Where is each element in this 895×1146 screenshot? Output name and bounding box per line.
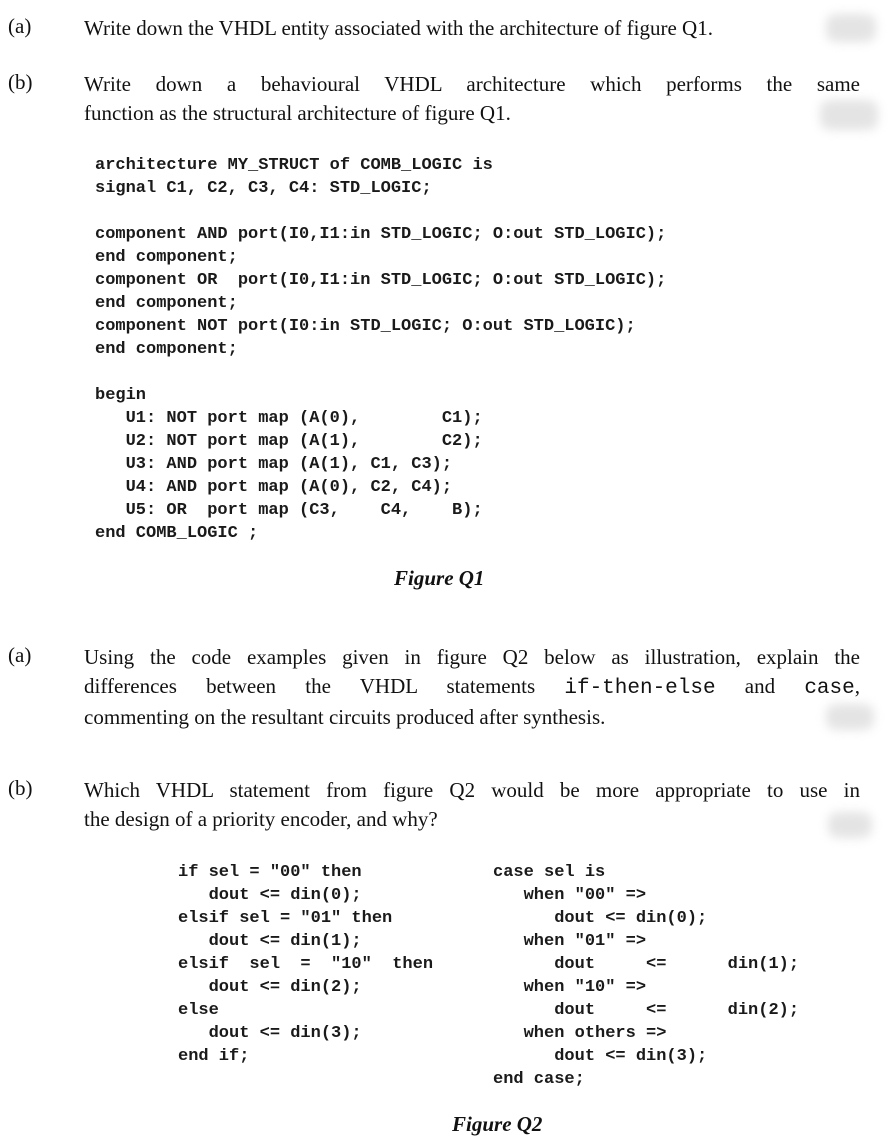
question-text: Write down the VHDL entity associated with the architecture of figure Q1. <box>84 16 713 40</box>
code-line: U4: AND port map (A(0), C2, C4); <box>95 478 453 497</box>
code-line: dout <= din(3); <box>178 1024 362 1043</box>
code-line <box>95 361 666 384</box>
code-line: end component; <box>95 340 238 359</box>
question-line: commenting on the resultant circuits produced after synthesis. <box>84 705 606 729</box>
code-line: end if; <box>178 1047 250 1066</box>
scan-smudge <box>820 100 878 130</box>
code-line: if sel = "00" then <box>178 863 362 882</box>
figure-q2-caption: Figure Q2 <box>452 1112 543 1136</box>
figure-q2-case-code <box>493 861 799 1091</box>
code-line: signal C1, C2, C3, C4: STD_LOGIC; <box>95 179 432 198</box>
code-line: U5: OR port map (C3, C4, B); <box>95 501 483 520</box>
code-line: component AND port(I0,I1:in STD_LOGIC; O:out STD_LOGIC); <box>95 225 667 244</box>
code-line: end component; <box>95 294 238 313</box>
scan-smudge <box>826 14 876 42</box>
question-label: (b) <box>8 70 33 94</box>
code-line: elsif sel = "10" then <box>178 955 434 974</box>
code-line: when "10" => <box>493 978 647 997</box>
code-line: case sel is <box>493 863 606 882</box>
question-text <box>84 776 860 834</box>
code-line: component OR port(I0,I1:in STD_LOGIC; O:out STD_LOGIC); <box>95 271 667 290</box>
code-line: architecture MY_STRUCT of COMB_LOGIC is <box>95 156 493 175</box>
code-line <box>95 200 666 223</box>
figure-q2-if-code <box>178 861 433 1068</box>
question-line: the design of a priority encoder, and why? <box>84 807 438 831</box>
scan-smudge <box>828 812 872 838</box>
code-line: else <box>178 1001 219 1020</box>
scan-smudge <box>826 704 874 730</box>
code-line: U2: NOT port map (A(1), C2); <box>95 432 483 451</box>
code-line: dout <= din(1); <box>178 932 362 951</box>
code-line: dout <= din(3); <box>493 1047 708 1066</box>
figure-q1-caption: Figure Q1 <box>394 566 485 590</box>
question-line: function as the structural architecture of figure Q1. <box>84 101 511 125</box>
code-line: elsif sel = "01" then <box>178 909 393 928</box>
question-label: (a) <box>8 14 32 38</box>
code-line: when "00" => <box>493 886 647 905</box>
code-line: component NOT port(I0:in STD_LOGIC; O:out STD_LOGIC); <box>95 317 636 336</box>
code-line: dout <= din(0); <box>493 909 708 928</box>
code-line: end COMB_LOGIC ; <box>95 524 259 543</box>
question-label: (a) <box>8 643 32 667</box>
code-line: end component; <box>95 248 238 267</box>
keyword-case: case <box>804 677 855 700</box>
question-line <box>84 672 860 703</box>
code-line: U1: NOT port map (A(0), C1); <box>95 409 483 428</box>
code-line: when "01" => <box>493 932 647 951</box>
question-line: Which VHDL statement from figure Q2 would be more appropriate to use in <box>84 778 860 802</box>
question-line: Write down a behavioural VHDL architecture which performs the same <box>84 72 860 96</box>
figure-q1-code <box>95 154 666 545</box>
code-line: dout <= din(2); <box>178 978 362 997</box>
code-line: dout <= din(1); <box>493 955 800 974</box>
code-line: U3: AND port map (A(1), C1, C3); <box>95 455 453 474</box>
text-segment: and <box>715 674 805 698</box>
question-text <box>84 70 860 128</box>
code-line: end case; <box>493 1070 585 1089</box>
code-line: when others => <box>493 1024 667 1043</box>
question-line: Using the code examples given in figure Q2 below as illustration, explain the <box>84 645 860 669</box>
question-text <box>84 643 860 732</box>
text-segment: , <box>854 674 860 698</box>
keyword-if-then-else: if-then-else <box>564 677 716 700</box>
code-line: begin <box>95 386 147 405</box>
code-line: dout <= din(2); <box>493 1001 800 1020</box>
text-segment: differences between the VHDL statements <box>84 674 565 698</box>
question-label: (b) <box>8 776 33 800</box>
code-line: dout <= din(0); <box>178 886 362 905</box>
